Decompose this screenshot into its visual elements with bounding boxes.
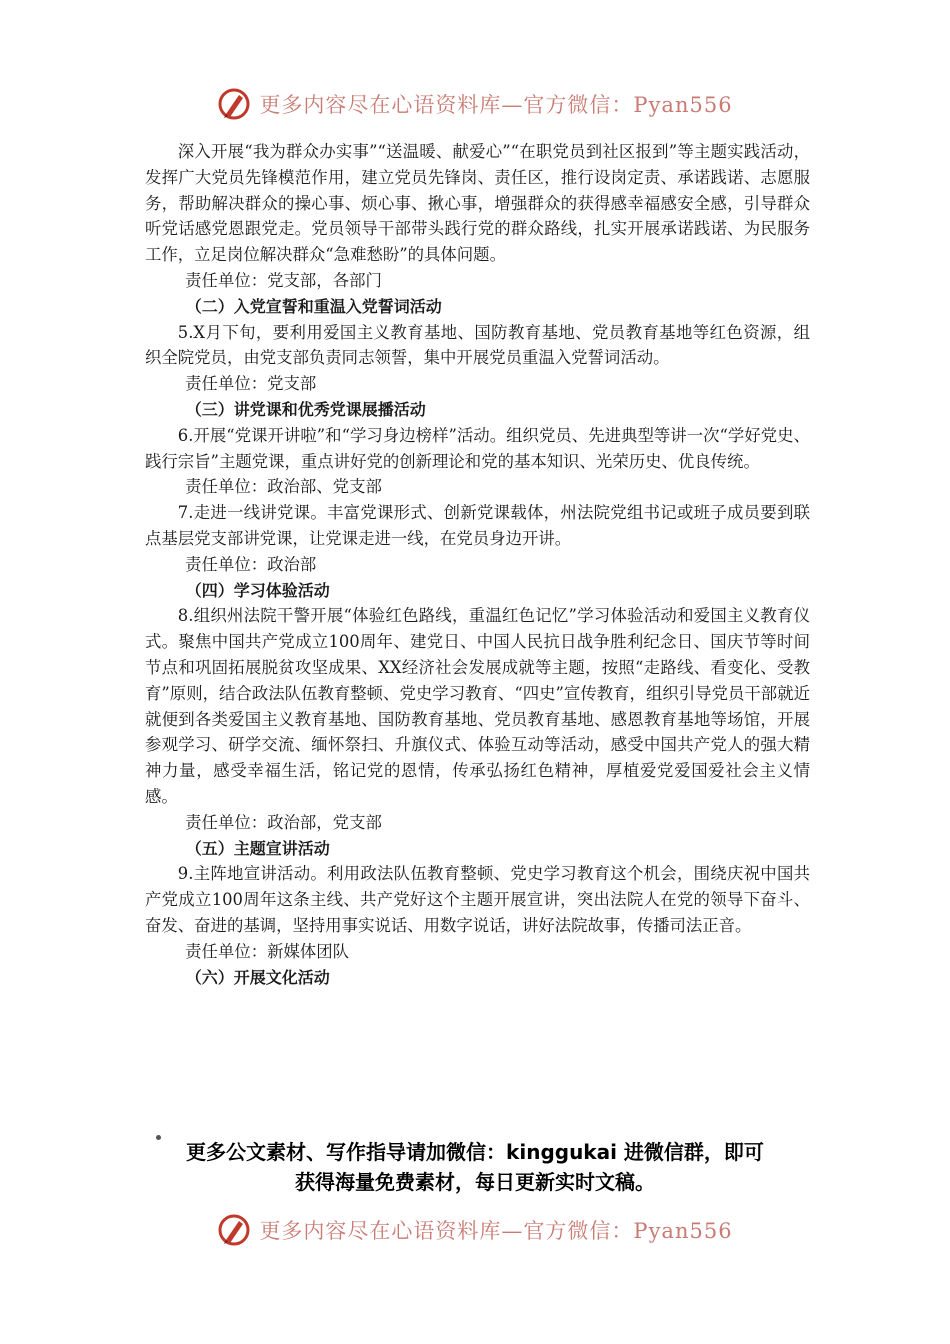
responsible-unit: 责任单位：新媒体团队 xyxy=(185,941,350,961)
section-heading: （五）主题宣讲活动 xyxy=(185,838,330,858)
watermark-footer xyxy=(0,1210,950,1250)
watermark-header xyxy=(0,84,950,124)
paragraph: 6.开展“党课开讲啦”和“学习身边榜样”活动。组织党员、先进典型等讲一次“学好党史、践行宗旨”主题党课，重点讲好党的创新理论和党的基本知识、光荣历史、优良传统。 xyxy=(145,425,810,471)
responsible-unit: 责任单位：政治部 xyxy=(185,554,317,574)
section-heading: （二）入党宣誓和重温入党誓词活动 xyxy=(185,296,442,316)
responsible-unit: 责任单位：党支部，各部门 xyxy=(185,270,382,290)
paragraph: 深入开展“我为群众办实事”“送温暖、献爱心”“在职党员到社区报到”等主题实践活动，发挥广大党员先锋模范作用，建立党员先锋岗、责任区，推行设岗定责、承诺践诺、志愿服务，帮助解决群众的操心事、烦心事、揪心事，增强群众的获得感幸福感安全感，引导群众听党话感党恩跟党走。党员领导干部带头践行党的群众路线，扎实开展承诺践诺、为民服务工作，立足岗位解决群众“急难愁盼”的具体问题。 xyxy=(145,142,810,265)
promo-text xyxy=(0,1137,950,1197)
section-heading: （六）开展文化活动 xyxy=(185,967,330,987)
section-heading: （四）学习体验活动 xyxy=(185,580,330,600)
paragraph: 7.走进一线讲党课。丰富党课形式、创新党课载体，州法院党组书记或班子成员要到联点基层党支部讲党课，让党课走进一线，在党员身边开讲。 xyxy=(145,503,810,548)
paragraph: 8.组织州法院干警开展“体验红色路线，重温红色记忆”学习体验活动和爱国主义教育仪式。聚焦中国共产党成立100周年、建党日、中国人民抗日战争胜利纪念日、国庆节等时间节点和巩固拓展脱贫攻坚成果、XX经济社会发展成就等主题，按照“走路线、看变化、受教育”原则，结合政法队伍教育整顿、党史学习教育、“四史”宣传教育，组织引导党员干部就近就便到各类爱国主义教育基地、国防教育基地、党员教育基地、感恩教育基地等场馆，开展参观学习、研学交流、缅怀祭扫、升旗仪式、体验互动等活动，感受中国共产党人的强大精神力量，感受幸福生活，铭记党的恩情，传承弘扬红色精神，厚植爱党爱国爱社会主义情感。 xyxy=(145,606,810,806)
promo-line-1: 更多公文素材、写作指导请加微信：kinggukai 进微信群，即可 xyxy=(186,1140,764,1164)
responsible-unit: 责任单位：政治部、党支部 xyxy=(185,477,382,497)
responsible-unit: 责任单位：政治部，党支部 xyxy=(185,812,382,832)
promo-line-2: 获得海量免费素材，每日更新实时文稿。 xyxy=(295,1170,655,1194)
pen-logo-icon xyxy=(217,87,251,121)
responsible-unit: 责任单位：党支部 xyxy=(185,374,317,394)
section-heading: （三）讲党课和优秀党课展播活动 xyxy=(185,399,426,419)
document-body xyxy=(145,139,810,990)
paragraph: 9.主阵地宣讲活动。利用政法队伍教育整顿、党史学习教育这个机会，围绕庆祝中国共产党成立100周年这条主线、共产党好这个主题开展宣讲，突出法院人在党的领导下奋斗、奋发、奋进的基调，坚持用事实说话、用数字说话，讲好法院故事，传播司法正音。 xyxy=(145,864,810,935)
watermark-text: 更多内容尽在心语资料库—官方微信：Pyan556 xyxy=(259,1219,733,1243)
pen-logo-icon xyxy=(217,1213,251,1247)
paragraph: 5.X月下旬，要利用爱国主义教育基地、国防教育基地、党员教育基地等红色资源，组织全院党员，由党支部负责同志领誓，集中开展党员重温入党誓词活动。 xyxy=(145,322,810,368)
watermark-text: 更多内容尽在心语资料库—官方微信：Pyan556 xyxy=(259,93,733,117)
